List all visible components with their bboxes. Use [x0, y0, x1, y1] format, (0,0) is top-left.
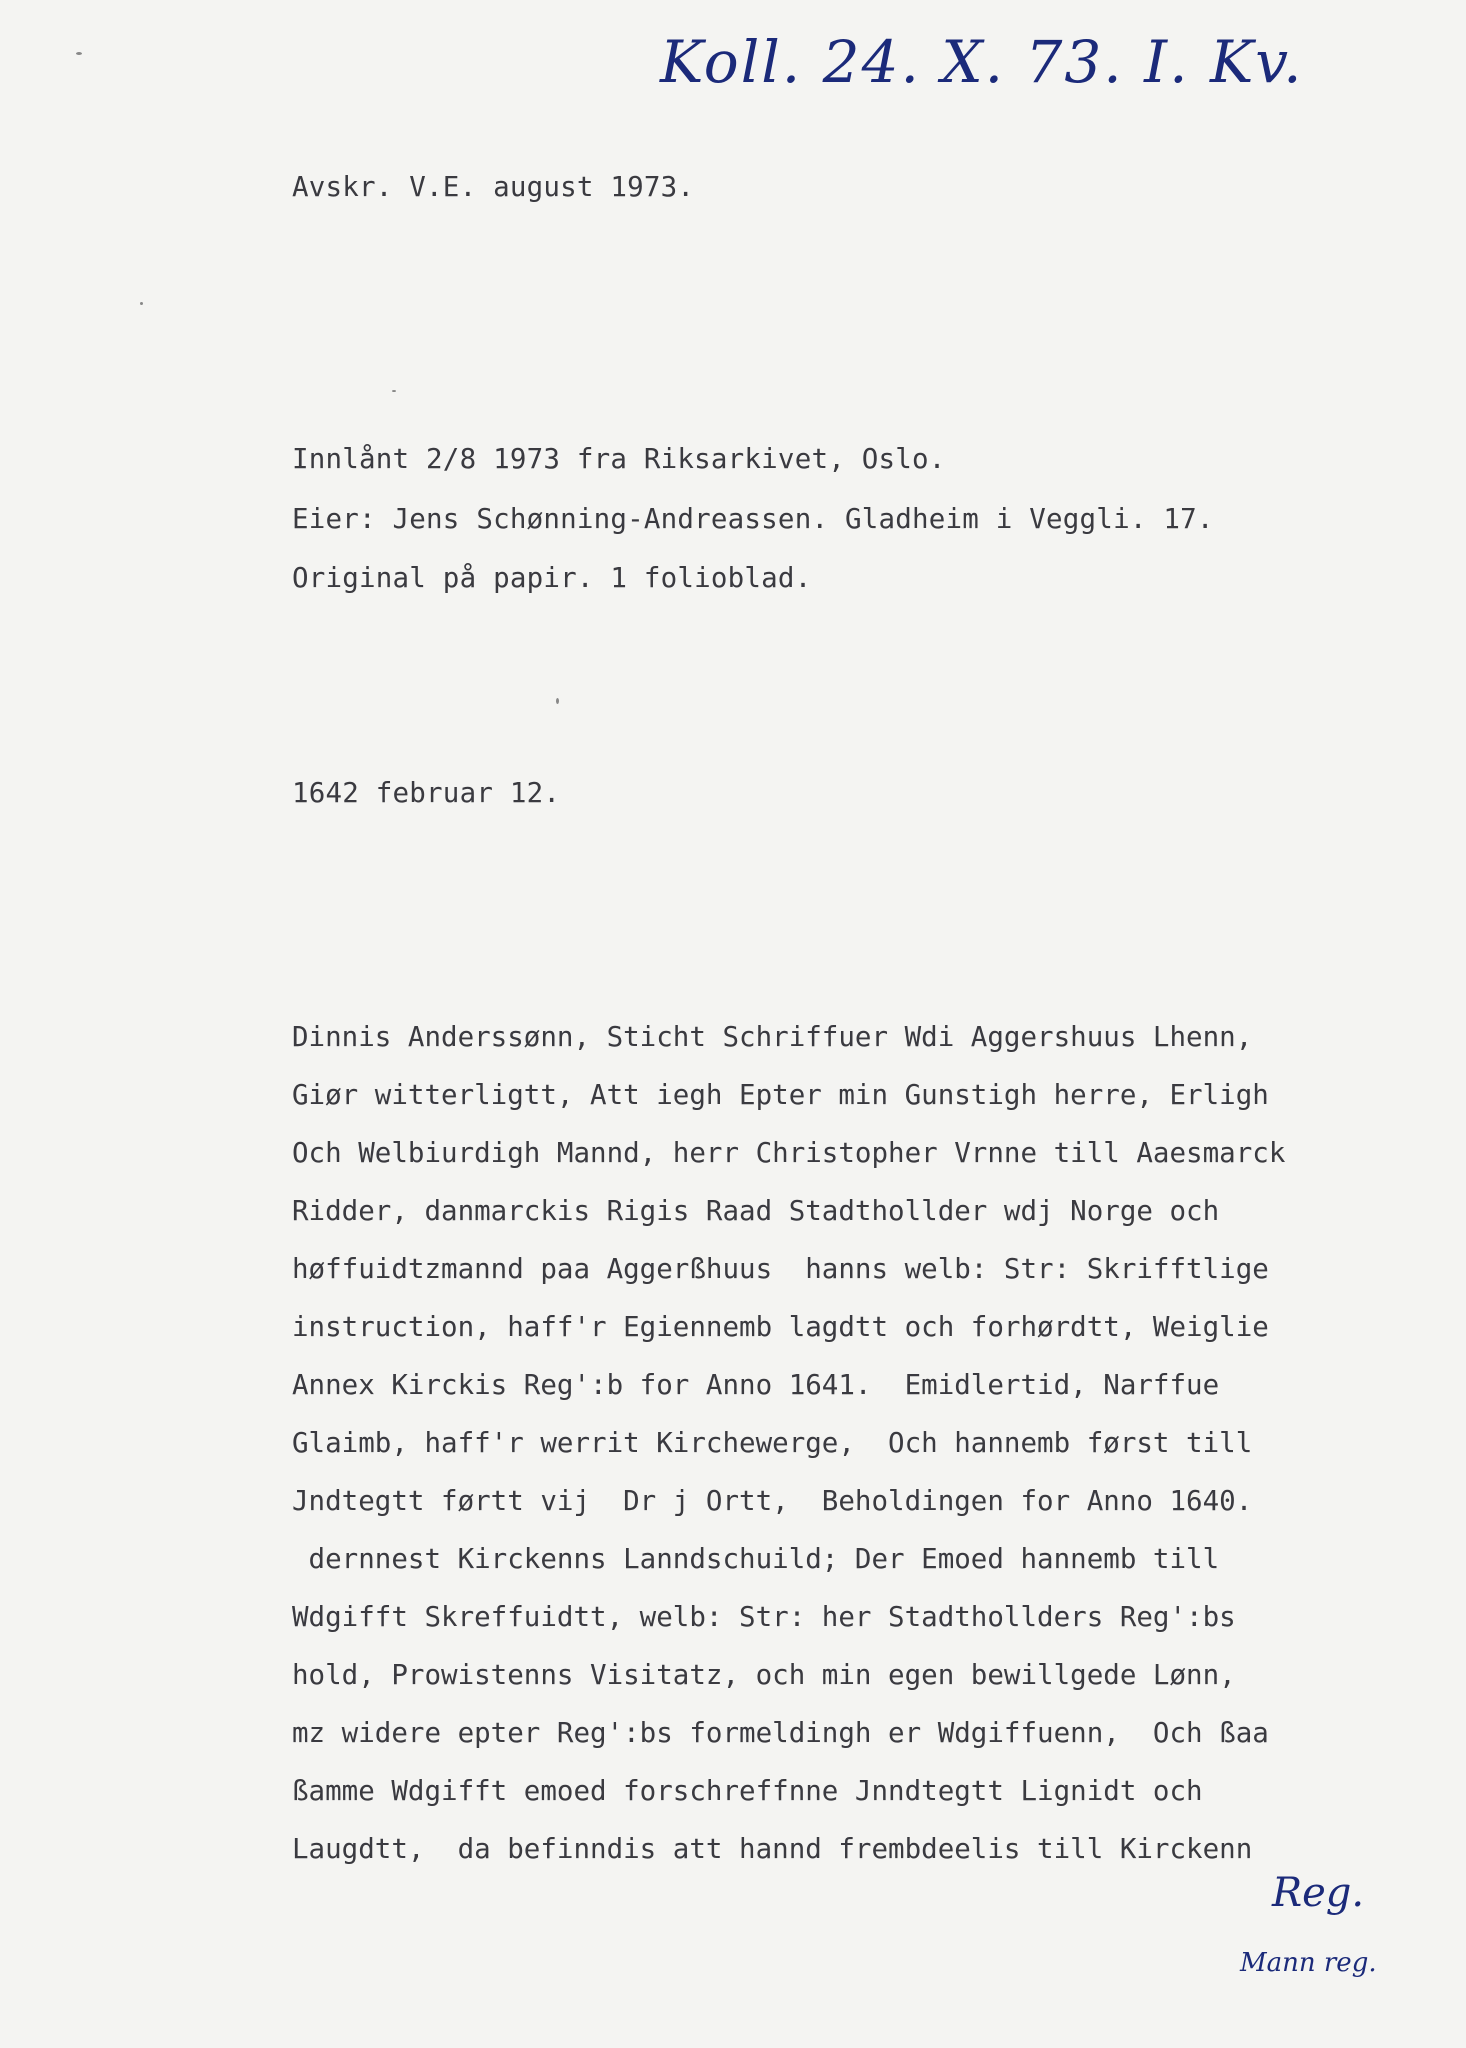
- paper-speck: [140, 302, 143, 305]
- body-line: mz widere epter Reg':bs formeldingh er Wdgiffuenn, Och ßaa: [292, 1717, 1269, 1749]
- body-line: Jndtegtt førtt vij Dr j Ortt, Beholdingen for Anno 1640.: [292, 1485, 1253, 1517]
- handwritten-mann-reg-note: Mann reg.: [1240, 1948, 1377, 1978]
- handwritten-reg-note: Reg.: [1272, 1870, 1365, 1916]
- paper-speck: [76, 52, 82, 55]
- body-line: Dinnis Anderssønn, Sticht Schriffuer Wdi Aggershuus Lhenn,: [292, 1021, 1253, 1053]
- original-note: Original på papir. 1 folioblad.: [292, 562, 812, 594]
- handwritten-collection-note: Koll. 24. X. 73. I. Kv.: [660, 28, 1304, 96]
- body-line: ßamme Wdgifft emoed forschreffnne Jnndtegtt Lignidt och: [292, 1775, 1203, 1807]
- document-date: 1642 februar 12.: [292, 777, 561, 809]
- body-line: Glaimb, haff'r werrit Kirchewerge, Och hannemb først till: [292, 1427, 1253, 1459]
- paper-speck: [556, 698, 559, 704]
- body-line: Wdgifft Skreffuidtt, welb: Str: her Stadthollders Reg':bs: [292, 1601, 1236, 1633]
- body-line: Giør witterligtt, Att iegh Epter min Gunstigh herre, Erligh: [292, 1079, 1269, 1111]
- body-line: Ridder, danmarckis Rigis Raad Stadthollder wdj Norge och: [292, 1195, 1220, 1227]
- body-line: Annex Kirckis Reg':b for Anno 1641. Emidlertid, Narffue: [292, 1369, 1220, 1401]
- body-line: instruction, haff'r Egiennemb lagdtt och forhørdtt, Weiglie: [292, 1311, 1269, 1343]
- transcription-note: Avskr. V.E. august 1973.: [292, 171, 695, 203]
- owner-note: Eier: Jens Schønning-Andreassen. Gladheim i Veggli. 17.: [292, 503, 1214, 535]
- body-line: Laugdtt, da befinndis att hannd frembdeelis till Kirckenn: [292, 1833, 1253, 1865]
- paper-speck: [392, 390, 396, 392]
- loan-note: Innlånt 2/8 1973 fra Riksarkivet, Oslo.: [292, 443, 946, 475]
- bleed-through-ghost: ​: [558, 810, 562, 884]
- body-line: høffuidtzmannd paa Aggerßhuus hanns welb: Str: Skrifftlige: [292, 1253, 1269, 1285]
- body-line: dernnest Kirckenns Lanndschuild; Der Emoed hannemb till: [292, 1543, 1220, 1575]
- body-line: hold, Prowistenns Visitatz, och min egen bewillgede Lønn,: [292, 1659, 1236, 1691]
- body-line: Och Welbiurdigh Mannd, herr Christopher Vrnne till Aaesmarck: [292, 1137, 1286, 1169]
